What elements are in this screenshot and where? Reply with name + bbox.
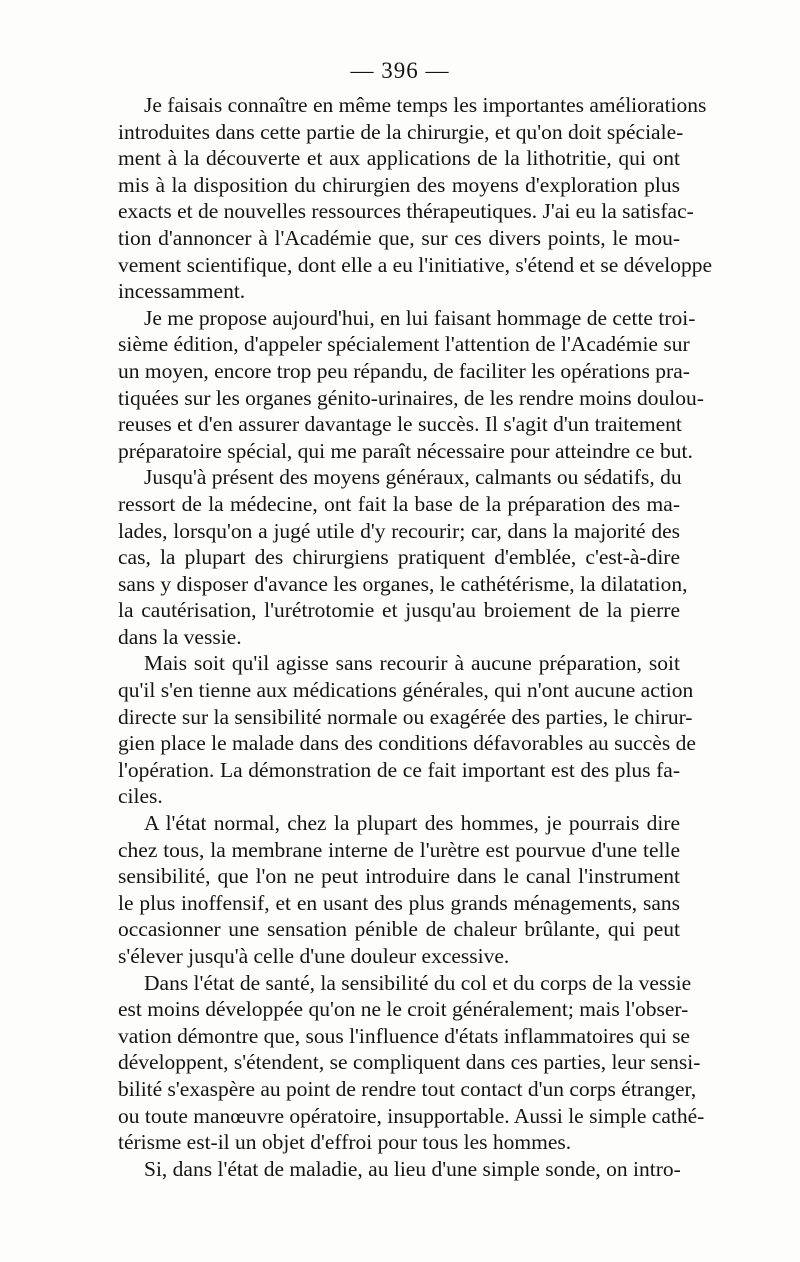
- text-line: Dans l'état de santé, la sensibilité du col et du corps de la vessie: [144, 970, 692, 995]
- text-line: lades, lorsqu'on a jugé utile d'y recourir; car, dans la majorité des: [118, 518, 680, 543]
- text-line: exacts et de nouvelles ressources thérapeutiques. J'ai eu la satisfac-: [118, 199, 694, 224]
- text-line: s'élever jusqu'à celle d'une douleur excessive.: [118, 944, 510, 968]
- text-line: l'opération. La démonstration de ce fait important est des plus fa-: [118, 757, 680, 782]
- text-line: le plus inoffensif, et en usant des plus grands ménagements, sans: [118, 890, 680, 915]
- text-line: tiquées sur les organes génito-urinaires, de les rendre moins doulou-: [118, 385, 704, 410]
- text-line: sième édition, d'appeler spécialement l'attention de l'Académie sur: [118, 332, 690, 357]
- text-line: développent, s'étendent, se compliquent dans ces parties, leur sensi-: [118, 1050, 701, 1075]
- paragraph: [118, 464, 688, 650]
- text-line: cas, la plupart des chirurgiens pratiquent d'emblée, c'est-à-dire: [118, 545, 680, 570]
- text-line: ment à la découverte et aux applications de la lithotritie, qui ont: [118, 146, 680, 171]
- text-line: A l'état normal, chez la plupart des hommes, je pourrais dire: [144, 811, 680, 836]
- text-line: bilité s'exaspère au point de rendre tout contact d'un corps étranger,: [118, 1076, 697, 1101]
- text-line: dans la vessie.: [118, 624, 242, 649]
- text-line: vement scientifique, dont elle a eu l'initiative, s'étend et se développe: [118, 252, 713, 277]
- paragraph: [118, 970, 705, 1156]
- text-line: la cautérisation, l'urétrotomie et jusqu'au broiement de la pierre: [118, 598, 680, 623]
- text-line: térisme est-il un objet d'effroi pour tous les hommes.: [118, 1130, 572, 1155]
- text-line: introduites dans cette partie de la chirurgie, et qu'on doit spéciale-: [118, 119, 684, 144]
- text-line: ou toute manœuvre opératoire, insupportable. Aussi le simple cathé-: [118, 1103, 705, 1128]
- text-line: Je faisais connaître en même temps les importantes améliorations: [144, 93, 707, 117]
- text-line: Jusqu'à présent des moyens généraux, calmants ou sédatifs, du: [144, 465, 682, 490]
- text-line: Mais soit qu'il agisse sans recourir à aucune préparation, soit: [144, 651, 680, 676]
- paragraph: [118, 650, 696, 810]
- text-line: un moyen, encore trop peu répandu, de faciliter les opérations pra-: [118, 358, 690, 383]
- text-line: chez tous, la membrane interne de l'urètre est pourvue d'une telle: [118, 837, 680, 862]
- text-line: qu'il s'en tienne aux médications générales, qui n'ont aucune action: [118, 678, 694, 703]
- text-line: ressort de la médecine, ont fait la base de la préparation des ma-: [118, 491, 680, 516]
- page-number: — 396 —: [350, 58, 450, 83]
- text-line: directe sur la sensibilité normale ou exagérée des parties, le chirur-: [118, 704, 693, 729]
- paragraph: [118, 305, 704, 465]
- text-line: occasionner une sensation pénible de chaleur brûlante, qui peut: [118, 917, 680, 942]
- text-line: vation démontre que, sous l'influence d'états inflammatoires qui se: [118, 1023, 690, 1048]
- text-line: ciles.: [118, 784, 163, 809]
- text-line: Si, dans l'état de maladie, au lieu d'une simple sonde, on intro-: [144, 1156, 681, 1181]
- body-text: [118, 92, 713, 1182]
- text-line: Je me propose aujourd'hui, en lui faisant hommage de cette troi-: [144, 305, 696, 330]
- text-line: gien place le malade dans des conditions défavorables au succès de: [118, 731, 696, 756]
- text-line: incessamment.: [118, 279, 246, 304]
- text-line: sans y disposer d'avance les organes, le cathétérisme, la dilatation,: [118, 571, 688, 596]
- text-line: mis à la disposition du chirurgien des moyens d'exploration plus: [118, 172, 680, 197]
- paragraph: [118, 810, 680, 970]
- text-line: sensibilité, que l'on ne peut introduire dans le canal l'instrument: [118, 864, 680, 889]
- text-line: reuses et d'en assurer davantage le succès. Il s'agit d'un traitement: [118, 412, 682, 437]
- paragraph: [118, 1156, 680, 1183]
- text-line: est moins développée qu'on ne le croit généralement; mais l'obser-: [118, 997, 689, 1022]
- paragraph: [118, 92, 713, 305]
- text-line: préparatoire spécial, qui me paraît nécessaire pour atteindre ce but.: [118, 438, 693, 463]
- text-line: tion d'annoncer à l'Académie que, sur ces divers points, le mou-: [118, 225, 680, 250]
